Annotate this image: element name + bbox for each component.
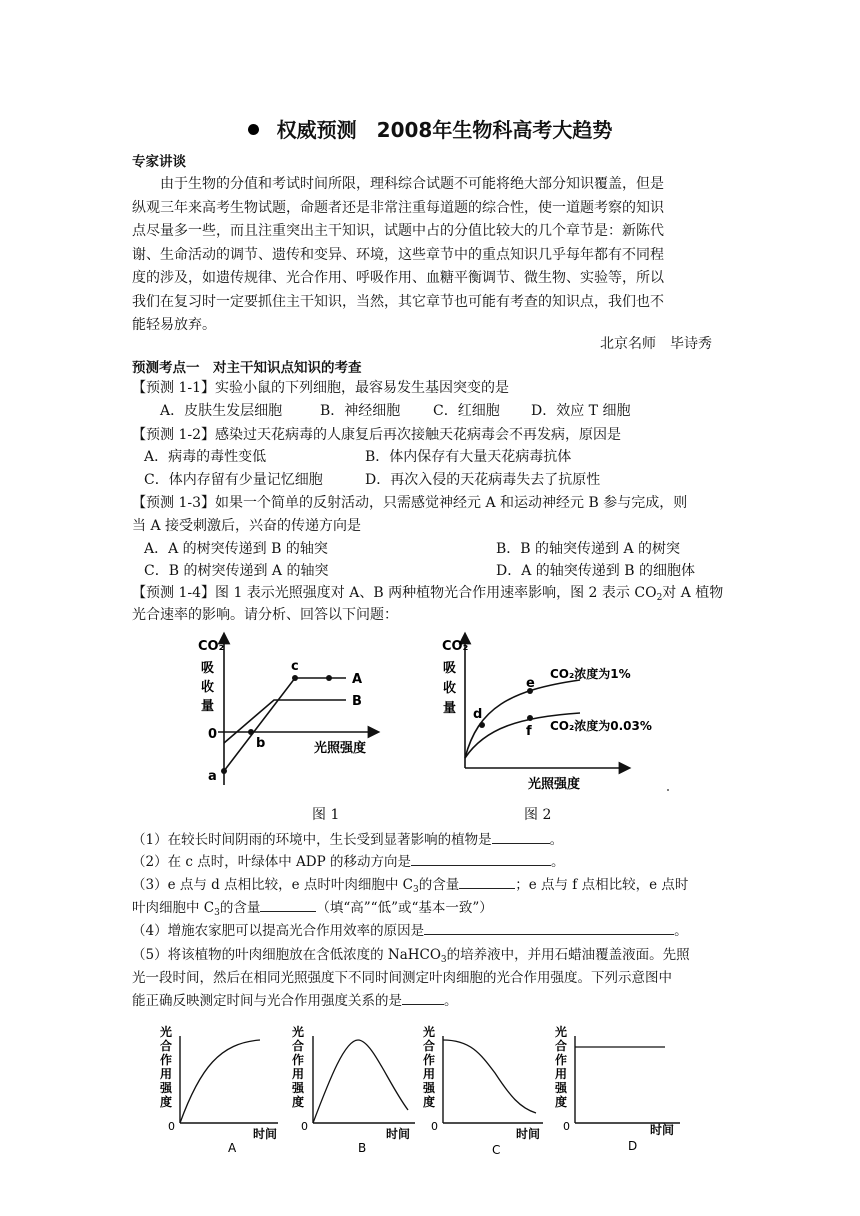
bullet-icon [248, 124, 259, 135]
graph-d-zero: 0 [563, 1120, 570, 1133]
question-1-2-stem: 【预测 1-2】感染过天花病毒的人康复后再次接触天花病毒会不再发病，原因是 [132, 427, 621, 443]
q2-option-b: B．体内保存有大量天花病毒抗体 [365, 449, 572, 465]
graph-b-xlabel: 时间 [386, 1127, 411, 1141]
answer-blank[interactable] [459, 876, 515, 889]
graph-a-ylabel: 强 [160, 1081, 173, 1095]
fig1-ylabel: 量 [201, 699, 215, 714]
graph-b-ylabel: 强 [292, 1081, 305, 1095]
fig1-ylabel: 收 [201, 680, 215, 695]
option-graphs [150, 1018, 710, 1158]
graph-c-curve [443, 1040, 536, 1113]
fig1-label-a: a [208, 769, 217, 784]
graph-d-label: D [628, 1139, 638, 1153]
fig2-label-f: f [526, 724, 532, 739]
sub-question-5-cont2: 能正确反映测定时间与光合作用强度关系的是 。 [132, 993, 458, 1009]
sub-question-5: （5）将该植物的叶肉细胞放在含低浓度的 NaHCO$_3$的培养液中，并用石蜡油覆盖液面。先照 [132, 947, 690, 965]
graph-a-ylabel: 用 [160, 1067, 173, 1081]
expert-line: 点尽量多一些，而且注重突出主干知识，试题中占的分值比较大的几个章节是：新陈代 [132, 223, 664, 239]
graph-b-ylabel: 光 [292, 1025, 305, 1039]
fig2-point-d [479, 722, 485, 728]
graph-a-xlabel: 时间 [253, 1127, 278, 1141]
graph-c-ylabel: 用 [423, 1067, 436, 1081]
graph-a-label: A [228, 1141, 237, 1155]
question-1-3-stem-cont: 当 A 接受刺激后，兴奋的传递方向是 [132, 518, 362, 534]
expert-line: 我们在复习时一定要抓住主干知识，当然，其它章节也可能有考查的知识点，我们也不 [132, 293, 664, 310]
fig2-label-e: e [526, 676, 535, 691]
fig1-curve-a [224, 678, 346, 771]
graph-b-ylabel: 度 [292, 1095, 305, 1109]
fig1-series-a: A [352, 672, 363, 687]
fig1-curve-b [224, 700, 346, 743]
fig1-xlabel: 光照强度 [314, 741, 367, 756]
fig1-label-b: b [256, 736, 266, 751]
sub-question-2: （2）在 c 点时，叶绿体中 ADP 的移动方向是 。 [132, 854, 565, 870]
expert-line: 度的涉及，如遗传规律、光合作用、呼吸作用、血糖平衡调节、微生物、实验等，所以 [132, 270, 664, 286]
fig2-point-f [527, 715, 533, 721]
expert-heading: 专家讲谈 [132, 154, 186, 170]
graph-c-ylabel: 合 [423, 1039, 436, 1053]
graph-a-curve [180, 1040, 260, 1123]
graph-c-zero: 0 [431, 1120, 438, 1133]
graph-b-curve [313, 1040, 408, 1123]
figure-1-caption: 图 1 [312, 807, 340, 823]
fig2-ylabel: 收 [443, 681, 457, 696]
graph-d-ylabel: 合 [555, 1039, 568, 1053]
q3-option-a: A．A 的树突传递到 B 的轴突 [144, 541, 328, 557]
q2-option-c: C．体内存留有少量记忆细胞 [144, 472, 323, 488]
graph-b [291, 1024, 415, 1155]
graph-b-label: B [358, 1141, 367, 1155]
graph-a-ylabel: 光 [160, 1025, 173, 1039]
fig1-point-c [292, 675, 298, 681]
q1-option-a: A．皮肤生发层细胞 [160, 403, 283, 419]
graph-d-ylabel: 度 [555, 1095, 568, 1109]
graph-d-xlabel: 时间 [650, 1123, 675, 1137]
figure-2 [440, 630, 675, 800]
expert-line: 谢、生命活动的调节、遗传和变异、环境，这些章节中的重点知识几乎每年都有不同程 [132, 246, 664, 263]
graph-c-ylabel: 光 [423, 1025, 436, 1039]
fig2-ylabel-co2: CO₂ [442, 639, 469, 654]
answer-blank[interactable] [424, 922, 674, 935]
q1-option-c: C．红细胞 [433, 403, 500, 419]
graph-a-ylabel: 合 [160, 1039, 173, 1053]
q2-option-a: A．病毒的毒性变低 [144, 449, 267, 465]
graph-b-ylabel: 作 [292, 1053, 305, 1067]
fig2-ylabel: 量 [443, 701, 457, 716]
sub-question-3: （3）e 点与 d 点相比较，e 点时叶肉细胞中 $C_3$的含量 ；e 点与 f 点相比较，e 点时 [132, 877, 689, 895]
q1-option-d: D．效应 T 细胞 [531, 403, 631, 419]
graph-a-zero: 0 [168, 1120, 175, 1133]
fig1-series-b: B [352, 694, 362, 709]
fig1-point-b [248, 729, 254, 735]
question-1-4-stem: 【预测 1-4】图 1 表示光照强度对 A、B 两种植物光合作用速率影响，图 2 表示 $CO_2$对 A 植物 [132, 585, 724, 603]
fig2-label-d: d [473, 707, 483, 722]
sub-question-1: （1）在较长时间阴雨的环境中，生长受到显著影响的植物是 。 [132, 832, 564, 848]
q3-option-b: B．B 的轴突传递到 A 的树突 [496, 541, 681, 557]
graph-d-ylabel: 光 [555, 1025, 568, 1039]
graph-c-ylabel: 作 [423, 1053, 436, 1067]
graph-d-ylabel: 强 [555, 1081, 568, 1095]
graph-d-ylabel: 用 [555, 1067, 568, 1081]
fig1-ylabel-co2: CO₂ [198, 639, 225, 654]
answer-blank[interactable] [492, 831, 550, 844]
q1-option-b: B．神经细胞 [320, 403, 401, 419]
graph-d-ylabel: 作 [555, 1053, 568, 1067]
graph-c [422, 1024, 543, 1157]
fig2-ylabel: 吸 [443, 661, 457, 676]
graph-c-ylabel: 度 [423, 1095, 436, 1109]
fig2-xlabel: 光照强度 [528, 777, 581, 792]
signature: 北京名师 毕诗秀 [600, 336, 712, 352]
stray-mark [667, 789, 669, 791]
question-1-3-stem: 【预测 1-3】如果一个简单的反射活动，只需感觉神经元 A 和运动神经元 B 参与完成，则 [132, 495, 688, 511]
expert-line: 能轻易放弃。 [132, 317, 216, 333]
graph-c-xlabel: 时间 [516, 1127, 541, 1141]
fig2-series-low: CO₂浓度为0.03% [550, 719, 652, 733]
graph-b-zero: 0 [301, 1120, 308, 1133]
graph-b-ylabel: 用 [292, 1067, 305, 1081]
fig2-series-high: CO₂浓度为1% [550, 667, 631, 681]
sub-question-4: （4）增施农家肥可以提高光合作用效率的原因是 。 [132, 923, 688, 939]
q2-option-d: D．再次入侵的天花病毒失去了抗原性 [365, 472, 601, 488]
answer-blank[interactable] [411, 853, 551, 866]
fig1-point-a [221, 768, 227, 774]
question-1-1-stem: 【预测 1-1】实验小鼠的下列细胞，最容易发生基因突变的是 [132, 380, 509, 396]
fig1-label-c: c [291, 659, 299, 674]
q3-option-c: C．B 的树突传递到 A 的轴突 [144, 563, 329, 579]
expert-paragraph [132, 173, 732, 338]
figure-2-caption: 图 2 [524, 807, 552, 823]
fig1-ylabel: 吸 [201, 661, 215, 676]
figure-1 [196, 630, 396, 800]
graph-d [554, 1024, 680, 1153]
graph-a-ylabel: 度 [160, 1095, 173, 1109]
graph-a [159, 1024, 278, 1155]
graph-a-ylabel: 作 [160, 1053, 173, 1067]
expert-line: 由于生物的分值和考试时间所限，理科综合试题不可能将绝大部分知识覆盖，但是 [160, 176, 664, 192]
sub-question-5-cont: 光一段时间，然后在相同光照强度下不同时间测定叶肉细胞的光合作用强度。下列示意图中 [132, 970, 672, 986]
graph-c-ylabel: 强 [423, 1081, 436, 1095]
fig1-zero: 0 [208, 727, 218, 742]
answer-blank[interactable] [402, 992, 444, 1005]
fig1-marker [326, 675, 332, 681]
expert-line: 纵观三年来高考生物试题，命题者还是非常注重每道题的综合性，使一道题考察的知识 [132, 199, 664, 216]
page-title: 权威预测 2008年生物科高考大趋势 [0, 114, 860, 143]
question-1-4-stem-cont: 光合速率的影响。请分析、回答以下问题： [132, 607, 398, 623]
graph-b-ylabel: 合 [292, 1039, 305, 1053]
sub-question-3-cont: 叶肉细胞中 $C_3$的含量 （填“高”“低”或“基本一致”） [132, 900, 493, 918]
section-heading: 预测考点一 对主干知识点知识的考查 [132, 360, 362, 376]
q3-option-d: D．A 的轴突传递到 B 的细胞体 [496, 563, 695, 579]
answer-blank[interactable] [260, 899, 316, 912]
graph-c-label: C [492, 1143, 501, 1157]
